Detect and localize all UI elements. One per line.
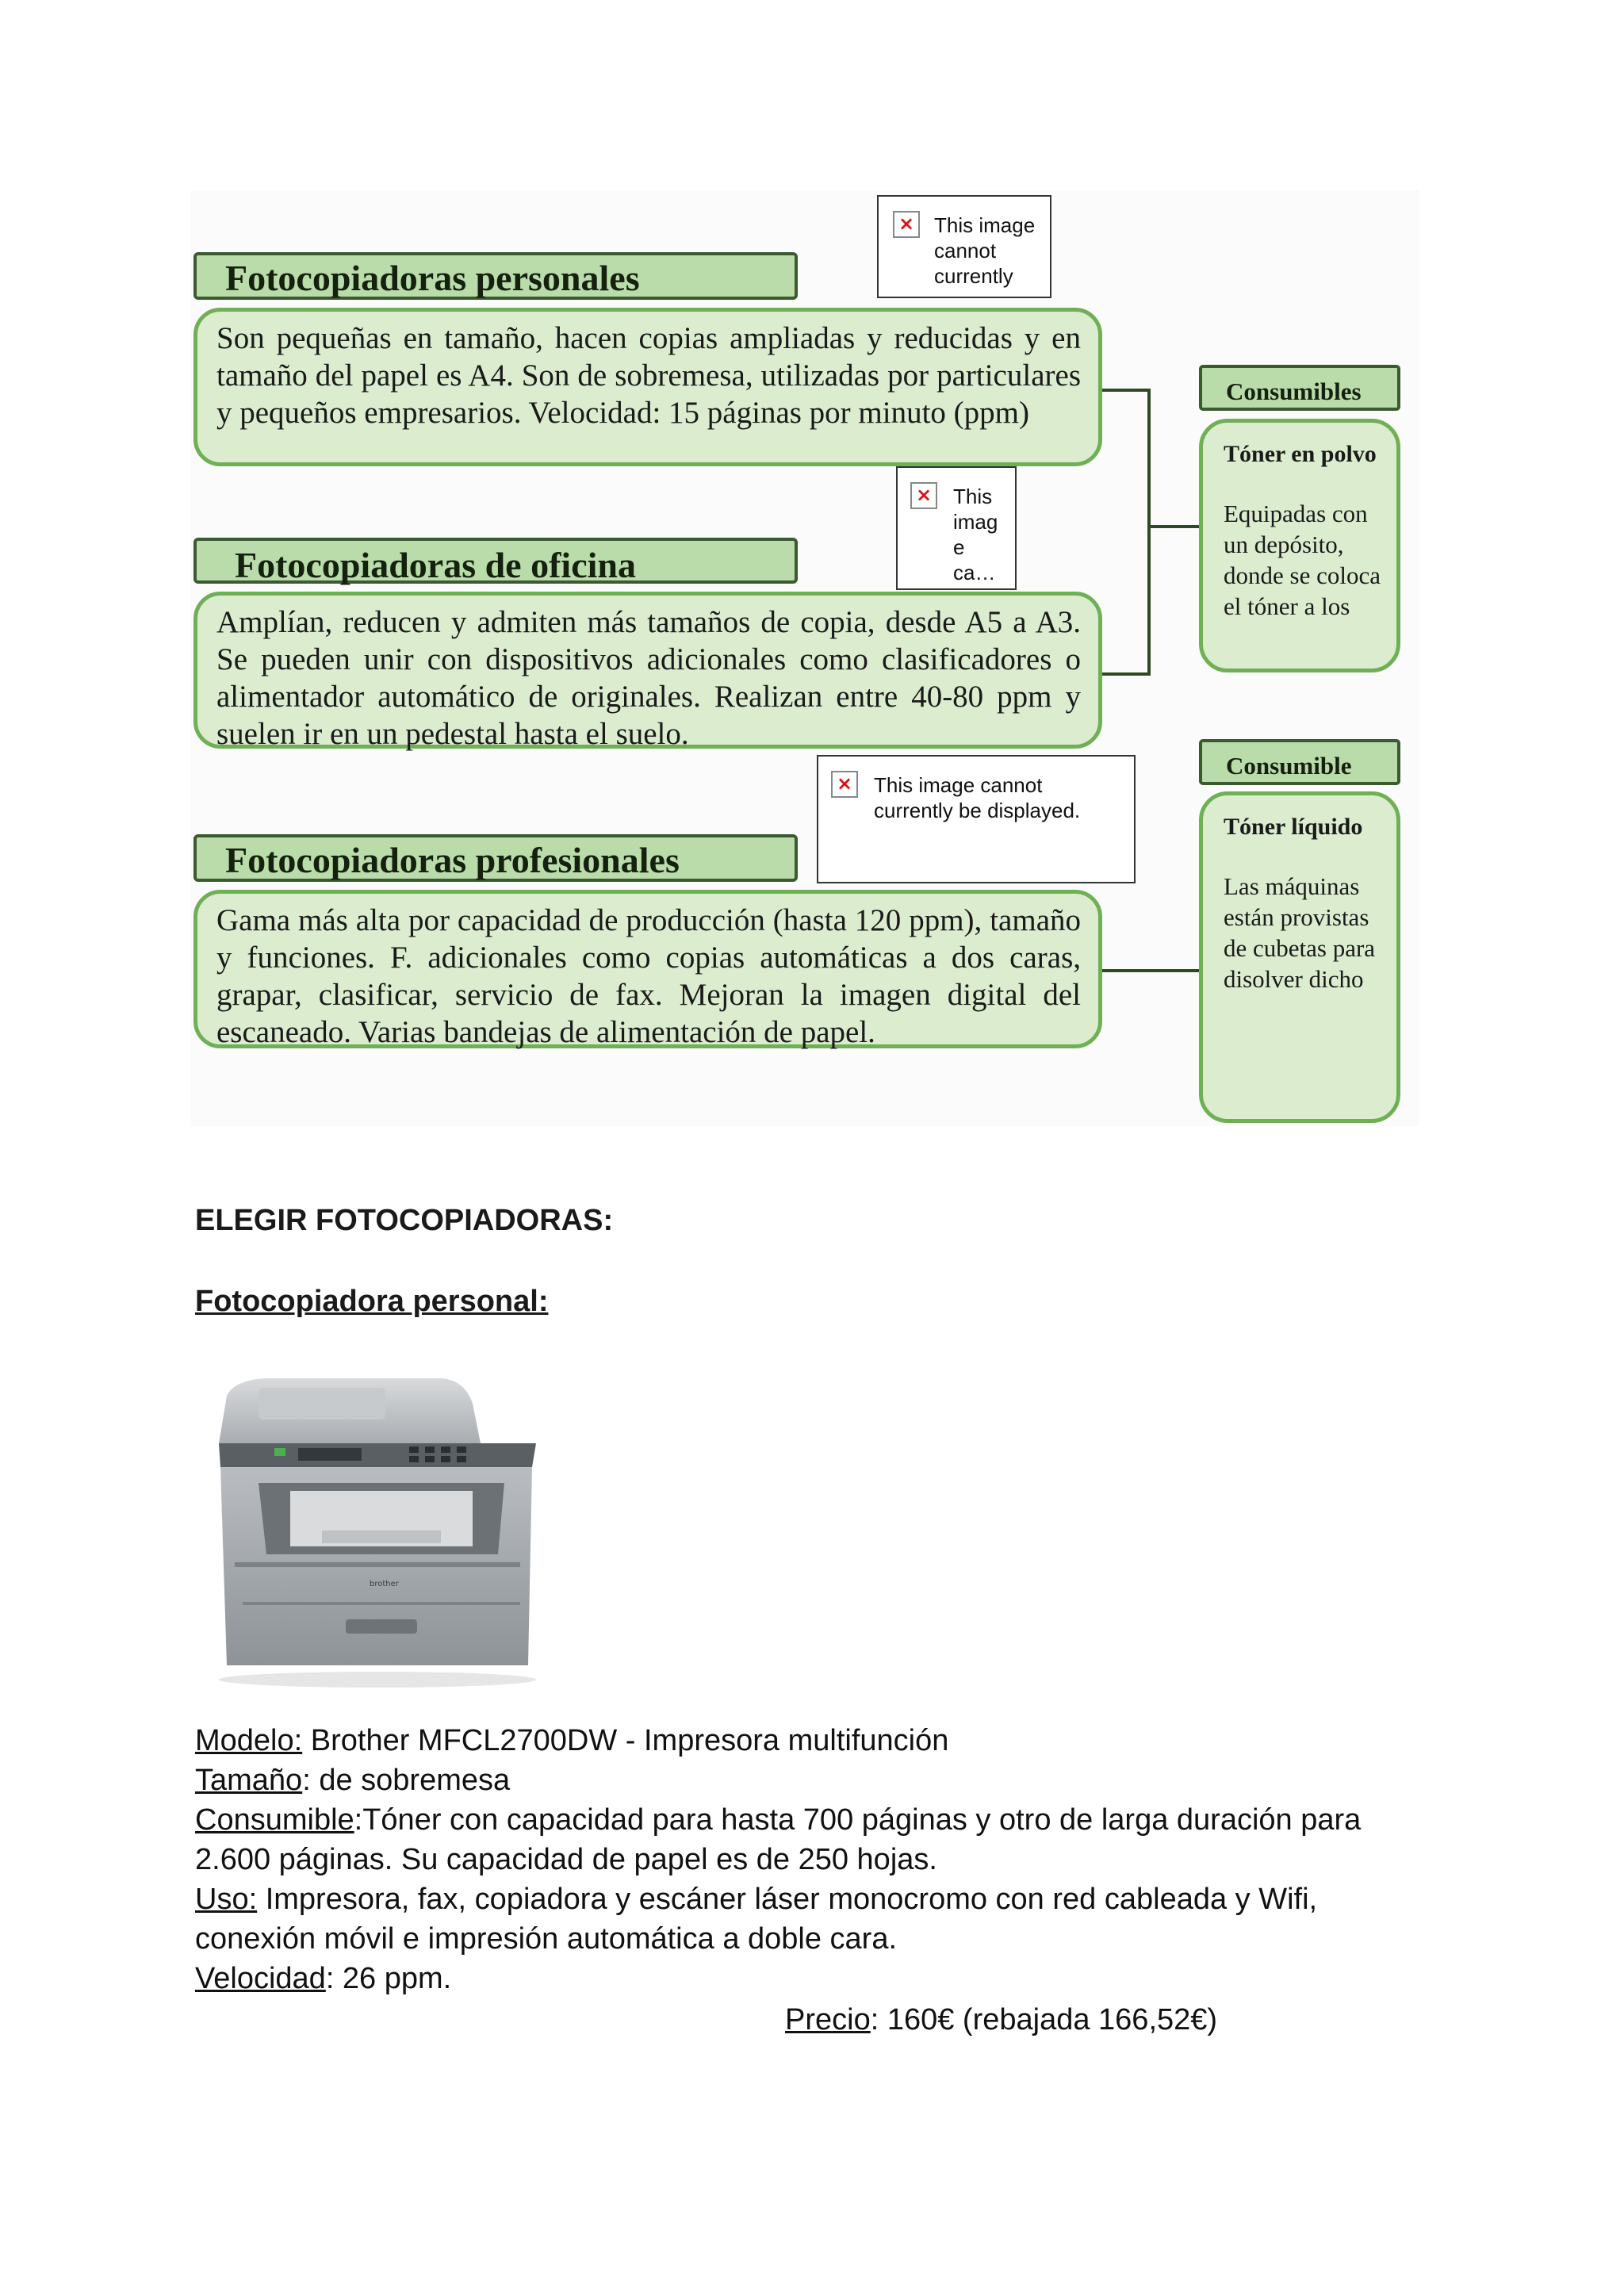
side-title: Tóner líquido <box>1224 814 1363 840</box>
section-header-oficina <box>193 538 798 584</box>
spec-consumible <box>195 1800 1432 1879</box>
section-title: Fotocopiadoras personales <box>225 258 640 298</box>
broken-image-icon: × <box>893 211 920 238</box>
side-title: Tóner en polvo <box>1224 441 1377 467</box>
side-header-consumible <box>1199 739 1400 785</box>
spec-value: : 26 ppm. <box>325 1962 452 1995</box>
image-placeholder <box>896 466 1017 590</box>
spec-label: Tamaño <box>195 1764 303 1797</box>
side-header-consumibles <box>1199 365 1400 411</box>
printer-image <box>203 1364 552 1689</box>
image-placeholder <box>877 195 1051 298</box>
spec-value: : 160€ (rebajada 166,52€) <box>870 2003 1218 2036</box>
placeholder-text: This image cannot currently <box>934 213 1036 288</box>
section-box-personales <box>193 308 1102 466</box>
placeholder-text: This image cannot currently be displayed. <box>874 773 1081 822</box>
section-text: Amplían, reducen y admiten más tamaños de copia, desde A5 a A3. Se pueden unir con dispositivos adicionales como clasificadores o alimentador automático de originales. Realizan entre 40-80 ppm y suelen ir en un pedestal hasta el suelo. <box>216 605 1081 751</box>
connector-line <box>1147 389 1151 676</box>
side-header-label: Consumible <box>1226 752 1352 780</box>
section-header-personales <box>193 252 798 300</box>
connector-line <box>1102 969 1201 972</box>
image-placeholder <box>817 755 1136 883</box>
spec-modelo <box>195 1721 1432 1761</box>
section-header-profesionales <box>193 834 798 882</box>
spec-list <box>195 1721 1432 1998</box>
broken-image-icon: × <box>831 771 858 798</box>
spec-label: Consumible <box>195 1803 354 1837</box>
spec-precio <box>785 2000 1217 2040</box>
section-box-oficina <box>193 592 1102 749</box>
section-title: Fotocopiadoras profesionales <box>225 840 680 880</box>
placeholder-text: This imag e ca… <box>953 485 998 584</box>
spec-label: Uso: <box>195 1883 258 1916</box>
side-header-label: Consumibles <box>1226 377 1362 405</box>
connector-line <box>1102 672 1150 676</box>
spec-value: Impresora, fax, copiadora y escáner láser monocromo con red cableada y Wifi, conexión móvil e impresión automática a doble cara. <box>195 1883 1318 1956</box>
spec-value: Brother MFCL2700DW - Impresora multifunción <box>302 1724 949 1757</box>
section-text: Gama más alta por capacidad de producción (hasta 120 ppm), tamaño y funciones. F. adicionales como copias automáticas a dos caras, grapar, clasificar, servicio de fax. Mejoran la imagen digital del escaneado. Varias bandejas de alimentación de papel. <box>216 903 1081 1049</box>
section-box-profesionales <box>193 890 1102 1048</box>
side-text: Las máquinas están provistas de cubetas para disolver dicho <box>1224 872 1376 993</box>
side-box-toner-liquido <box>1199 791 1400 1123</box>
connector-line <box>1149 525 1201 528</box>
printer-logo: brother <box>370 1580 399 1588</box>
spec-tamano <box>195 1761 1432 1800</box>
spec-uso <box>195 1879 1432 1959</box>
connector-line <box>1102 389 1150 392</box>
spec-label: Precio <box>785 2003 871 2036</box>
side-box-toner-polvo <box>1199 419 1400 672</box>
broken-image-icon: × <box>910 482 937 509</box>
spec-label: Velocidad <box>195 1962 326 1995</box>
section-title: Fotocopiadoras de oficina <box>235 545 636 585</box>
page-subheading: Fotocopiadora personal: <box>195 1285 549 1318</box>
page-heading: ELEGIR FOTOCOPIADORAS: <box>195 1204 614 1237</box>
spec-value: :Tóner con capacidad para hasta 700 páginas y otro de larga duración para 2.600 páginas. Su capacidad de papel es de 250 hojas. <box>195 1803 1362 1876</box>
spec-value: : de sobremesa <box>302 1764 511 1797</box>
spec-velocidad <box>195 1959 1432 1998</box>
spec-label: Modelo: <box>195 1724 303 1757</box>
section-text: Son pequeñas en tamaño, hacen copias ampliadas y reducidas y en tamaño del papel es A4. Son de sobremesa, utilizadas por particulares y pequeños empresarios. Velocidad: 15 páginas por minuto (ppm) <box>216 321 1081 430</box>
side-text: Equipadas con un depósito, donde se coloca el tóner a los <box>1224 500 1381 620</box>
